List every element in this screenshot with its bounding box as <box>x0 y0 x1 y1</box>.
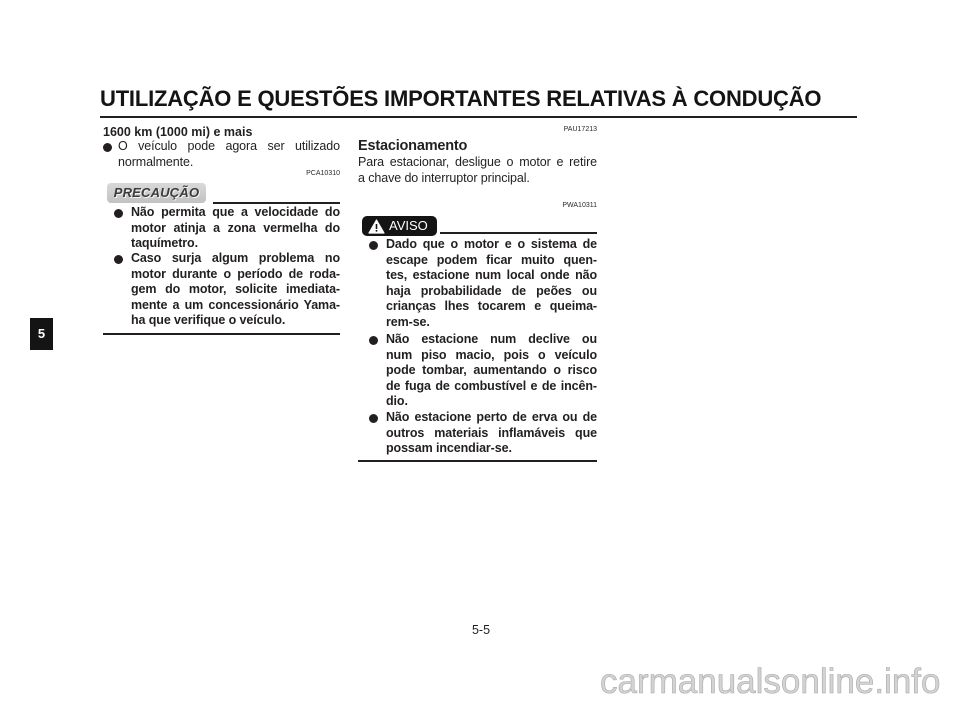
text-line: Dado que o motor e o sistema de <box>386 237 597 251</box>
bullet-icon <box>114 209 123 218</box>
text-line: O veículo pode agora ser utilizado <box>118 139 340 153</box>
bullet-icon <box>369 336 378 345</box>
text-line: Caso surja algum problema no <box>131 251 340 265</box>
text-line: Não estacione perto de erva ou de <box>386 410 597 424</box>
text-line: Não permita que a velocidade do <box>131 205 340 219</box>
text-line: motor atinja a zona vermelha do <box>131 220 340 235</box>
caution-item-text <box>131 251 340 329</box>
warning-triangle-icon <box>368 219 385 234</box>
warning-item-text <box>386 410 597 457</box>
warning-label-rule <box>440 232 597 234</box>
bullet-icon <box>103 143 112 152</box>
bullet-icon <box>369 241 378 250</box>
text-line: crianças lhes tocarem e queima- <box>386 299 597 313</box>
section-heading: Estacionamento <box>358 138 468 154</box>
text-line: possam incendiar-se. <box>386 441 512 455</box>
text-line: num piso macio, pois o veículo <box>386 347 597 362</box>
caution-label <box>107 183 206 203</box>
caution-label-rule <box>213 202 340 204</box>
caution-item-text <box>131 205 340 252</box>
chapter-tab: 5 <box>30 318 53 350</box>
reference-code: PCA10310 <box>306 170 340 177</box>
text-line: a chave do interruptor principal. <box>358 170 530 185</box>
text-line: de fuga de combustível e de incên- <box>386 378 597 393</box>
warning-label-text: AVISO <box>389 218 428 233</box>
warning-item-text <box>386 237 597 330</box>
paragraph-text <box>358 155 597 186</box>
bullet-icon <box>114 255 123 264</box>
warning-end-rule <box>358 460 597 462</box>
caution-label-text: PRECAUÇÃO <box>113 185 200 200</box>
text-line: haja probabilidade de peões ou <box>386 283 597 298</box>
text-line: escape podem ficar muito quen- <box>386 252 597 267</box>
watermark: carmanualsonline.info <box>600 662 941 701</box>
reference-code: PAU17213 <box>563 126 597 133</box>
caution-end-rule <box>103 333 340 335</box>
page-number: 5-5 <box>471 623 491 637</box>
text-line: mente a um concessionário Yama- <box>131 297 340 312</box>
reference-code: PWA10311 <box>562 202 597 209</box>
text-line: normalmente. <box>118 154 194 169</box>
text-line: motor durante o período de roda- <box>131 266 340 281</box>
section-subheading: 1600 km (1000 mi) e mais <box>103 125 253 139</box>
page-title: UTILIZAÇÃO E QUESTÕES IMPORTANTES RELATIVAS À CONDUÇÃO <box>100 86 822 111</box>
bullet-icon <box>369 414 378 423</box>
list-item-text <box>118 139 340 170</box>
text-line: tes, estacione num local onde não <box>386 268 597 282</box>
text-line: taquímetro. <box>131 236 198 250</box>
text-line: rem-se. <box>386 314 430 329</box>
text-line: ha que verifique o veículo. <box>131 313 286 327</box>
text-line: gem do motor, solicite imediata- <box>131 282 340 296</box>
text-line: outros materiais inflamáveis que <box>386 425 597 440</box>
header-rule <box>100 116 857 118</box>
text-line: dio. <box>386 394 408 408</box>
warning-label <box>362 216 437 236</box>
text-line: Para estacionar, desligue o motor e retire <box>358 155 597 169</box>
warning-item-text <box>386 332 597 410</box>
text-line: Não estacione num declive ou <box>386 332 597 346</box>
text-line: pode tombar, aumentando o risco <box>386 363 597 377</box>
